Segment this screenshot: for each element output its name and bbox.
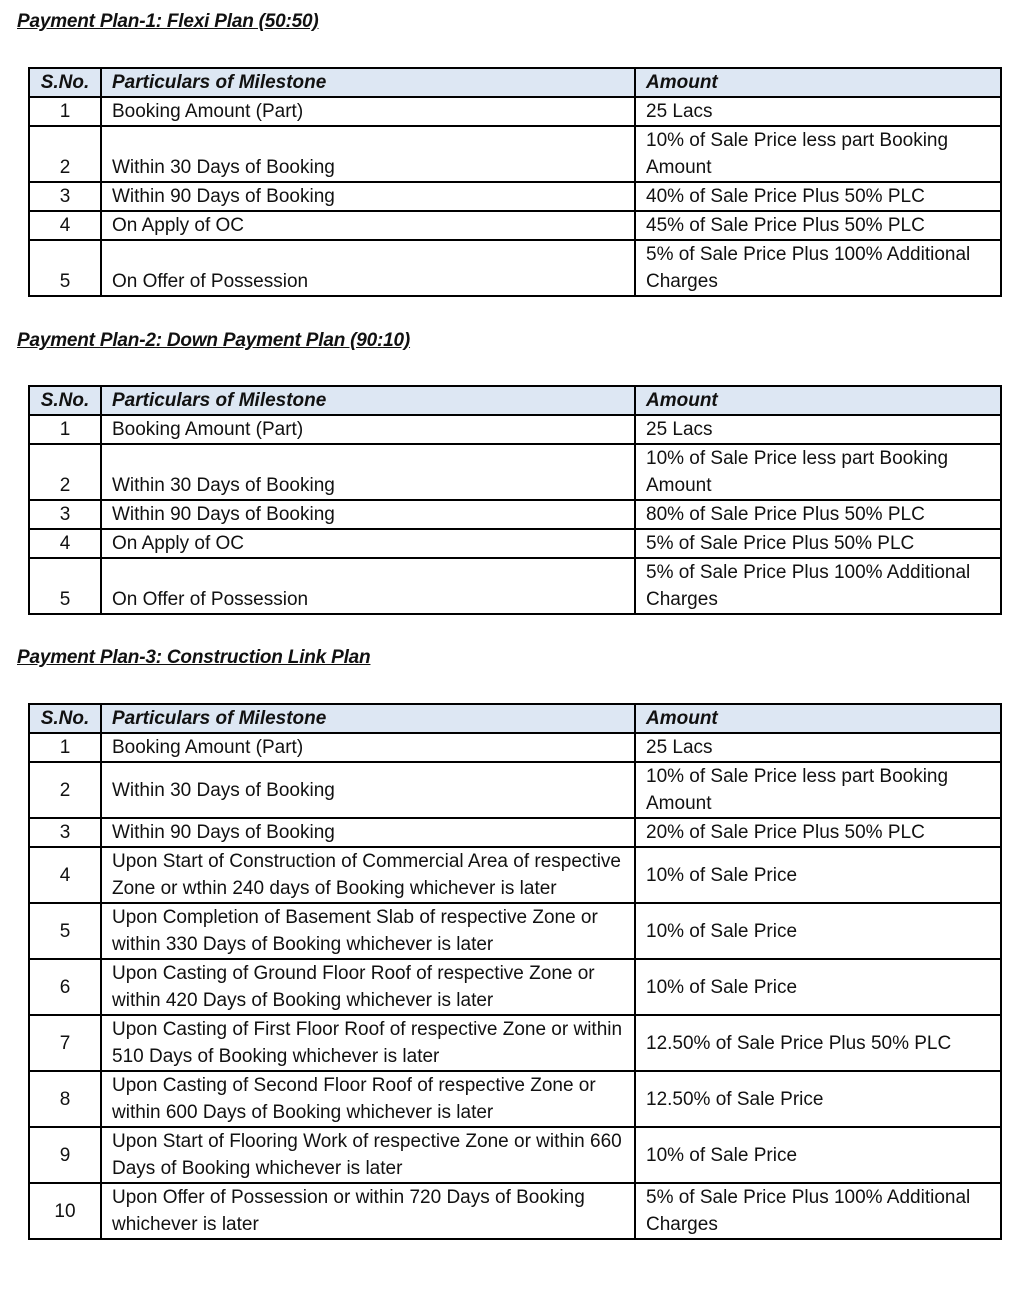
cell-milestone: Within 30 Days of Booking bbox=[101, 762, 635, 818]
cell-sno: 5 bbox=[29, 558, 101, 614]
table-row bbox=[29, 1015, 1001, 1071]
table-header-row bbox=[29, 68, 1001, 97]
cell-amount: 80% of Sale Price Plus 50% PLC bbox=[635, 500, 1001, 529]
table-row bbox=[29, 1127, 1001, 1183]
cell-amount: 10% of Sale Price less part Booking Amount bbox=[635, 126, 1001, 182]
cell-milestone: On Offer of Possession bbox=[101, 558, 635, 614]
cell-sno: 4 bbox=[29, 529, 101, 558]
cell-amount: 12.50% of Sale Price bbox=[635, 1071, 1001, 1127]
header-amount: Amount bbox=[635, 386, 1001, 415]
header-sno: S.No. bbox=[29, 68, 101, 97]
cell-amount: 25 Lacs bbox=[635, 97, 1001, 126]
cell-milestone: Upon Casting of First Floor Roof of respective Zone or within 510 Days of Booking whichever is later bbox=[101, 1015, 635, 1071]
table-row bbox=[29, 762, 1001, 818]
cell-milestone: On Apply of OC bbox=[101, 211, 635, 240]
cell-amount: 5% of Sale Price Plus 100% Additional Charges bbox=[635, 558, 1001, 614]
table-row bbox=[29, 959, 1001, 1015]
table-row bbox=[29, 182, 1001, 211]
table-row bbox=[29, 1071, 1001, 1127]
cell-sno: 4 bbox=[29, 847, 101, 903]
cell-milestone: Within 90 Days of Booking bbox=[101, 182, 635, 211]
cell-sno: 2 bbox=[29, 126, 101, 182]
plan-2-table bbox=[28, 385, 1002, 615]
cell-sno: 2 bbox=[29, 762, 101, 818]
table-row bbox=[29, 126, 1001, 182]
cell-amount: 45% of Sale Price Plus 50% PLC bbox=[635, 211, 1001, 240]
header-amount: Amount bbox=[635, 704, 1001, 733]
table-row bbox=[29, 529, 1001, 558]
table-row bbox=[29, 240, 1001, 296]
table-header-row bbox=[29, 704, 1001, 733]
cell-sno: 5 bbox=[29, 240, 101, 296]
cell-sno: 1 bbox=[29, 97, 101, 126]
cell-amount: 25 Lacs bbox=[635, 733, 1001, 762]
header-sno: S.No. bbox=[29, 704, 101, 733]
cell-sno: 3 bbox=[29, 182, 101, 211]
cell-milestone: On Apply of OC bbox=[101, 529, 635, 558]
cell-amount: 5% of Sale Price Plus 100% Additional Charges bbox=[635, 1183, 1001, 1239]
cell-sno: 5 bbox=[29, 903, 101, 959]
header-milestone: Particulars of Milestone bbox=[101, 68, 635, 97]
table-row bbox=[29, 733, 1001, 762]
cell-amount: 12.50% of Sale Price Plus 50% PLC bbox=[635, 1015, 1001, 1071]
cell-amount: 5% of Sale Price Plus 100% Additional Charges bbox=[635, 240, 1001, 296]
cell-sno: 1 bbox=[29, 733, 101, 762]
cell-milestone: Upon Offer of Possession or within 720 Days of Booking whichever is later bbox=[101, 1183, 635, 1239]
cell-sno: 3 bbox=[29, 818, 101, 847]
plan-3-title: Payment Plan-3: Construction Link Plan bbox=[17, 647, 371, 668]
cell-milestone: On Offer of Possession bbox=[101, 240, 635, 296]
table-row bbox=[29, 1183, 1001, 1239]
table-row bbox=[29, 903, 1001, 959]
cell-milestone: Upon Completion of Basement Slab of respective Zone or within 330 Days of Booking whichever is later bbox=[101, 903, 635, 959]
cell-milestone: Upon Start of Construction of Commercial Area of respective Zone or wthin 240 days of Booking whichever is later bbox=[101, 847, 635, 903]
cell-milestone: Within 30 Days of Booking bbox=[101, 126, 635, 182]
cell-milestone: Upon Start of Flooring Work of respective Zone or within 660 Days of Booking whichever is later bbox=[101, 1127, 635, 1183]
cell-sno: 10 bbox=[29, 1183, 101, 1239]
cell-sno: 8 bbox=[29, 1071, 101, 1127]
cell-milestone: Booking Amount (Part) bbox=[101, 97, 635, 126]
table-header-row bbox=[29, 386, 1001, 415]
table-row bbox=[29, 97, 1001, 126]
cell-sno: 2 bbox=[29, 444, 101, 500]
cell-amount: 5% of Sale Price Plus 50% PLC bbox=[635, 529, 1001, 558]
plan-1-table bbox=[28, 67, 1002, 297]
table-row bbox=[29, 818, 1001, 847]
table-row bbox=[29, 847, 1001, 903]
cell-milestone: Booking Amount (Part) bbox=[101, 415, 635, 444]
cell-milestone: Upon Casting of Second Floor Roof of respective Zone or within 600 Days of Booking whichever is later bbox=[101, 1071, 635, 1127]
cell-amount: 10% of Sale Price bbox=[635, 1127, 1001, 1183]
cell-milestone: Within 90 Days of Booking bbox=[101, 500, 635, 529]
cell-amount: 10% of Sale Price less part Booking Amount bbox=[635, 762, 1001, 818]
cell-milestone: Upon Casting of Ground Floor Roof of respective Zone or within 420 Days of Booking whichever is later bbox=[101, 959, 635, 1015]
cell-amount: 25 Lacs bbox=[635, 415, 1001, 444]
cell-amount: 10% of Sale Price less part Booking Amount bbox=[635, 444, 1001, 500]
cell-amount: 20% of Sale Price Plus 50% PLC bbox=[635, 818, 1001, 847]
table-row bbox=[29, 558, 1001, 614]
cell-sno: 6 bbox=[29, 959, 101, 1015]
cell-sno: 9 bbox=[29, 1127, 101, 1183]
cell-sno: 1 bbox=[29, 415, 101, 444]
header-milestone: Particulars of Milestone bbox=[101, 386, 635, 415]
table-row bbox=[29, 211, 1001, 240]
plan-2-title: Payment Plan-2: Down Payment Plan (90:10) bbox=[17, 330, 411, 351]
cell-amount: 10% of Sale Price bbox=[635, 903, 1001, 959]
cell-sno: 7 bbox=[29, 1015, 101, 1071]
header-milestone: Particulars of Milestone bbox=[101, 704, 635, 733]
table-row bbox=[29, 415, 1001, 444]
table-row bbox=[29, 500, 1001, 529]
cell-sno: 4 bbox=[29, 211, 101, 240]
cell-milestone: Within 90 Days of Booking bbox=[101, 818, 635, 847]
cell-sno: 3 bbox=[29, 500, 101, 529]
plan-3-table bbox=[28, 703, 1002, 1240]
cell-amount: 40% of Sale Price Plus 50% PLC bbox=[635, 182, 1001, 211]
header-amount: Amount bbox=[635, 68, 1001, 97]
cell-milestone: Booking Amount (Part) bbox=[101, 733, 635, 762]
cell-amount: 10% of Sale Price bbox=[635, 847, 1001, 903]
header-sno: S.No. bbox=[29, 386, 101, 415]
cell-amount: 10% of Sale Price bbox=[635, 959, 1001, 1015]
table-row bbox=[29, 444, 1001, 500]
cell-milestone: Within 30 Days of Booking bbox=[101, 444, 635, 500]
plan-1-title: Payment Plan-1: Flexi Plan (50:50) bbox=[17, 11, 319, 32]
